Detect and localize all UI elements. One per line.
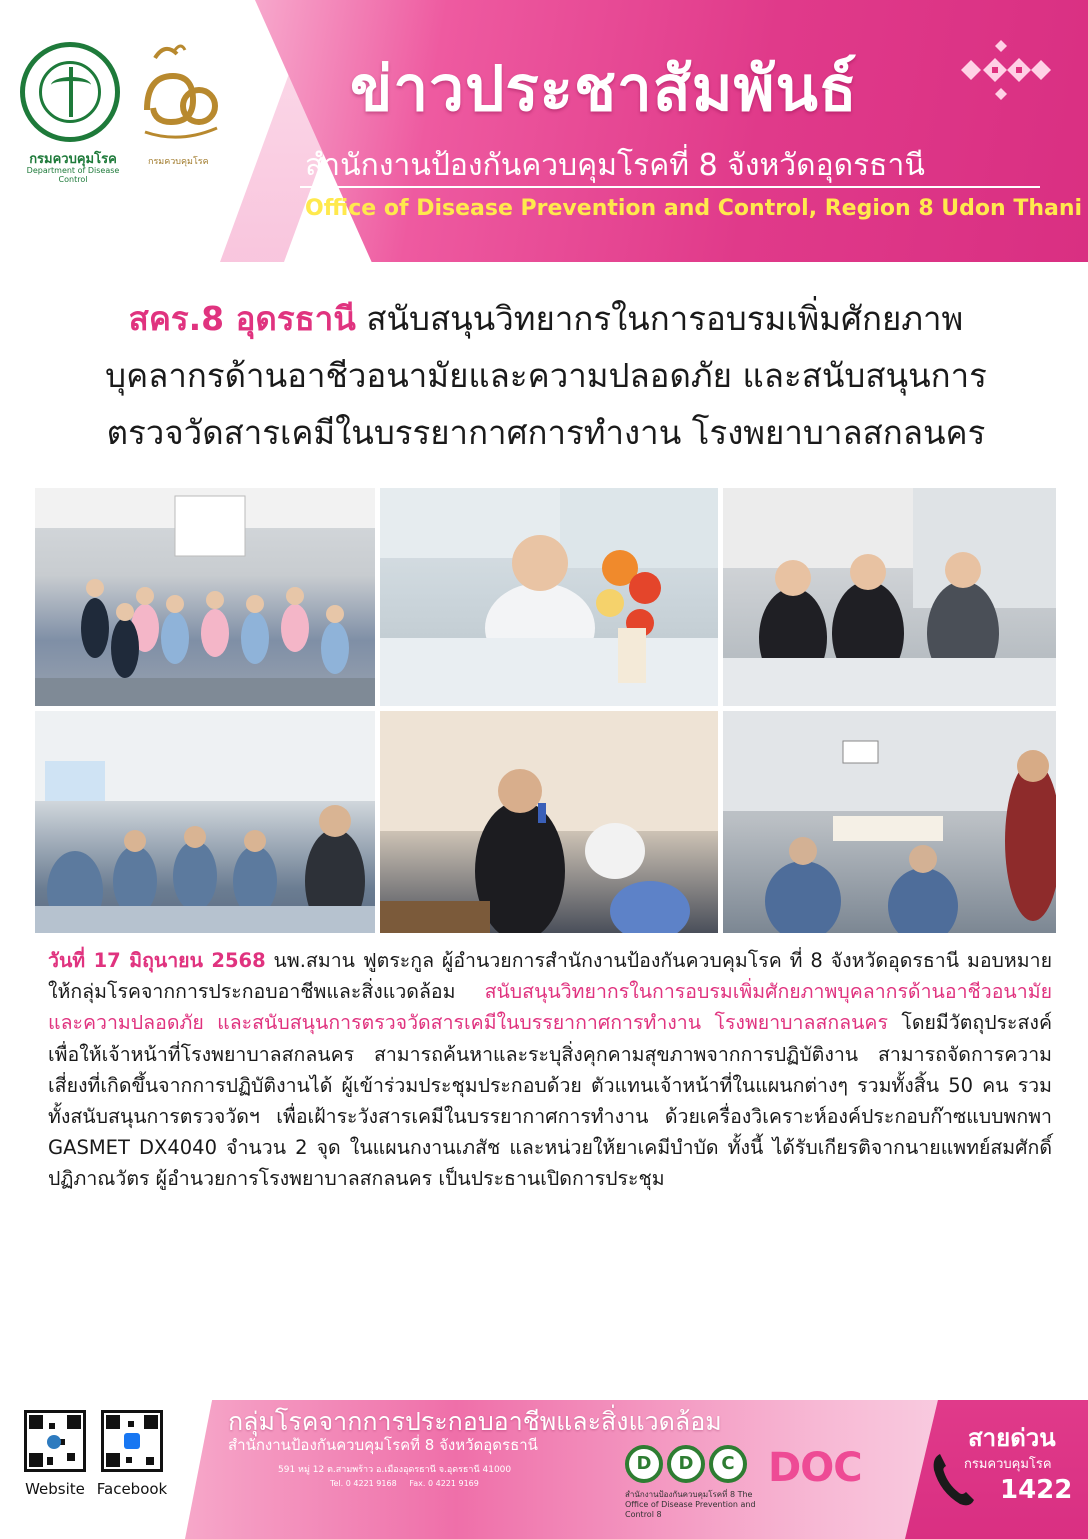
body-highlight: สนับสนุนวิทยากรในการอบรมเพิ่มศักยภาพบุคลากรด้านอาชีวอนามัยและความปลอดภัย และสนับสนุนการตรวจวัดสารเคมีในบรรยากาศการทำงาน โรงพยาบาลสกลนคร — [48, 980, 1052, 1035]
headline-highlight: สคร.8 อุดรธานี — [128, 299, 356, 338]
body-paragraph-1: นพ.สมาน ฟูตระกูล ผู้อำนวยการสำนักงานป้องกันควบคุมโรค ที่ 8 จังหวัดอุดรธานี มอบหมายให้กลุ่มโรคจากการประกอบอาชีพและสิ่งแวดล้อม — [48, 949, 1052, 1004]
news-body — [48, 945, 1052, 1195]
ddc-logo-caption: สำนักงานป้องกันควบคุมโรคที่ 8 The Office of Disease Prevention and Control 8 — [625, 1490, 756, 1519]
moph-logo-label: กรมควบคุมโรค — [29, 152, 117, 167]
headline-line-3: ตรวจวัดสารเคมีในบรรยากาศการทำงาน โรงพยาบาลสกลนคร — [106, 413, 986, 452]
moph-logo-sublabel: Department of Disease Control — [26, 166, 120, 184]
anniversary-60-logo — [135, 40, 225, 152]
fax-number: Fax. 0 4221 9169 — [409, 1479, 479, 1488]
headline-line-2: บุคลากรด้านอาชีวอนามัยและความปลอดภัย และสนับสนุนการ — [105, 356, 987, 395]
footer-address: 591 หมู่ 12 ต.สามพร้าว อ.เมืองอุดรธานี จ.อุดรธานี 41000 — [278, 1465, 512, 1475]
thai-ornament-icon — [953, 40, 1058, 100]
photo-participants-seated — [723, 488, 1056, 706]
doc-logo: DOC — [768, 1445, 862, 1491]
photo-group-training — [35, 488, 375, 706]
classroom-photo-illustration — [35, 711, 375, 933]
footer-contact — [330, 1479, 479, 1488]
ddc-logo — [625, 1445, 755, 1485]
anniversary-logo-label: กรมควบคุมโรค — [148, 157, 209, 167]
qr-facebook-label: Facebook — [96, 1480, 168, 1498]
photo-classroom — [35, 711, 375, 933]
qr-code-facebook[interactable] — [101, 1410, 163, 1472]
header-subtitle-en: Office of Disease Prevention and Control, Region 8 Udon Thani — [305, 196, 1083, 221]
speaker-photo-illustration — [380, 488, 718, 706]
workshop-photo-illustration — [723, 711, 1056, 933]
ddc-letter-2: D — [667, 1445, 705, 1483]
footer-office-name: สำนักงานป้องกันควบคุมโรคที่ 8 จังหวัดอุดรธานี — [228, 1436, 538, 1454]
body-paragraph-2: โดยมีวัตถุประสงค์เพื่อให้เจ้าหน้าที่โรงพยาบาลสกลนคร สามารถค้นหาและระบุสิ่งคุกคามสุขภาพจากการปฏิบัติงาน สามารถจัดการความเสี่ยงที่เกิดขึ้นจากการปฏิบัติงานได้ ผู้เข้าร่วมประชุมประกอบด้วย ตัวแทนเจ้าหน้าที่ในแผนกต่างๆ รวมทั้งสิ้น 50 คน รวมทั้งสนับสนุนการตรวจวัดฯ เพื่อเฝ้าระวังสารเคมีในบรรยากาศการทำงาน ด้วยเครื่องวิเคราะห์องค์ประกอบก๊าซแบบพกพา GASMET DX4040 จำนวน 2 จุด ในแผนกงานเภสัช และหน่วยให้ยาเคมีบำบัด ทั้งนี้ ได้รับเกียรติจากนายแพทย์สมศักดิ์ ปฏิภาณวัตร ผู้อำนวยการโรงพยาบาลสกลนคร เป็นประธานเปิดการประชุม — [48, 1011, 1052, 1191]
ddc-letter-1: D — [625, 1445, 663, 1483]
footer-group-name: กลุ่มโรคจากการประกอบอาชีพและสิ่งแวดล้อม — [228, 1407, 722, 1436]
ddc-letter-3: C — [709, 1445, 747, 1483]
photo-workshop-table — [723, 711, 1056, 933]
microphone-photo-illustration — [380, 711, 718, 933]
news-date: วันที่ 17 มิถุนายน 2568 — [48, 949, 266, 972]
header-subtitle-th: สำนักงานป้องกันควบคุมโรคที่ 8 จังหวัดอุดรธานี — [305, 148, 925, 183]
moph-logo — [20, 42, 120, 142]
group-photo-illustration — [35, 488, 375, 706]
headline-line-1: สนับสนุนวิทยากรในการอบรมเพิ่มศักยภาพ — [366, 299, 964, 338]
header-divider — [300, 186, 1040, 188]
participants-photo-illustration — [723, 488, 1056, 706]
header — [0, 0, 1088, 262]
qr-website-label: Website — [25, 1480, 85, 1498]
header-title: ข่าวประชาสัมพันธ์ — [350, 52, 858, 125]
news-headline — [36, 290, 1056, 461]
hotline-number[interactable]: 1422 — [1000, 1475, 1073, 1505]
hotline-subtitle: กรมควบคุมโรค — [964, 1457, 1052, 1472]
hotline-title: สายด่วน — [968, 1424, 1056, 1452]
phone-number: Tel. 0 4221 9168 — [330, 1479, 397, 1488]
photo-speaker-microphone — [380, 711, 718, 933]
qr-code-website[interactable] — [24, 1410, 86, 1472]
photo-speaker-table — [380, 488, 718, 706]
